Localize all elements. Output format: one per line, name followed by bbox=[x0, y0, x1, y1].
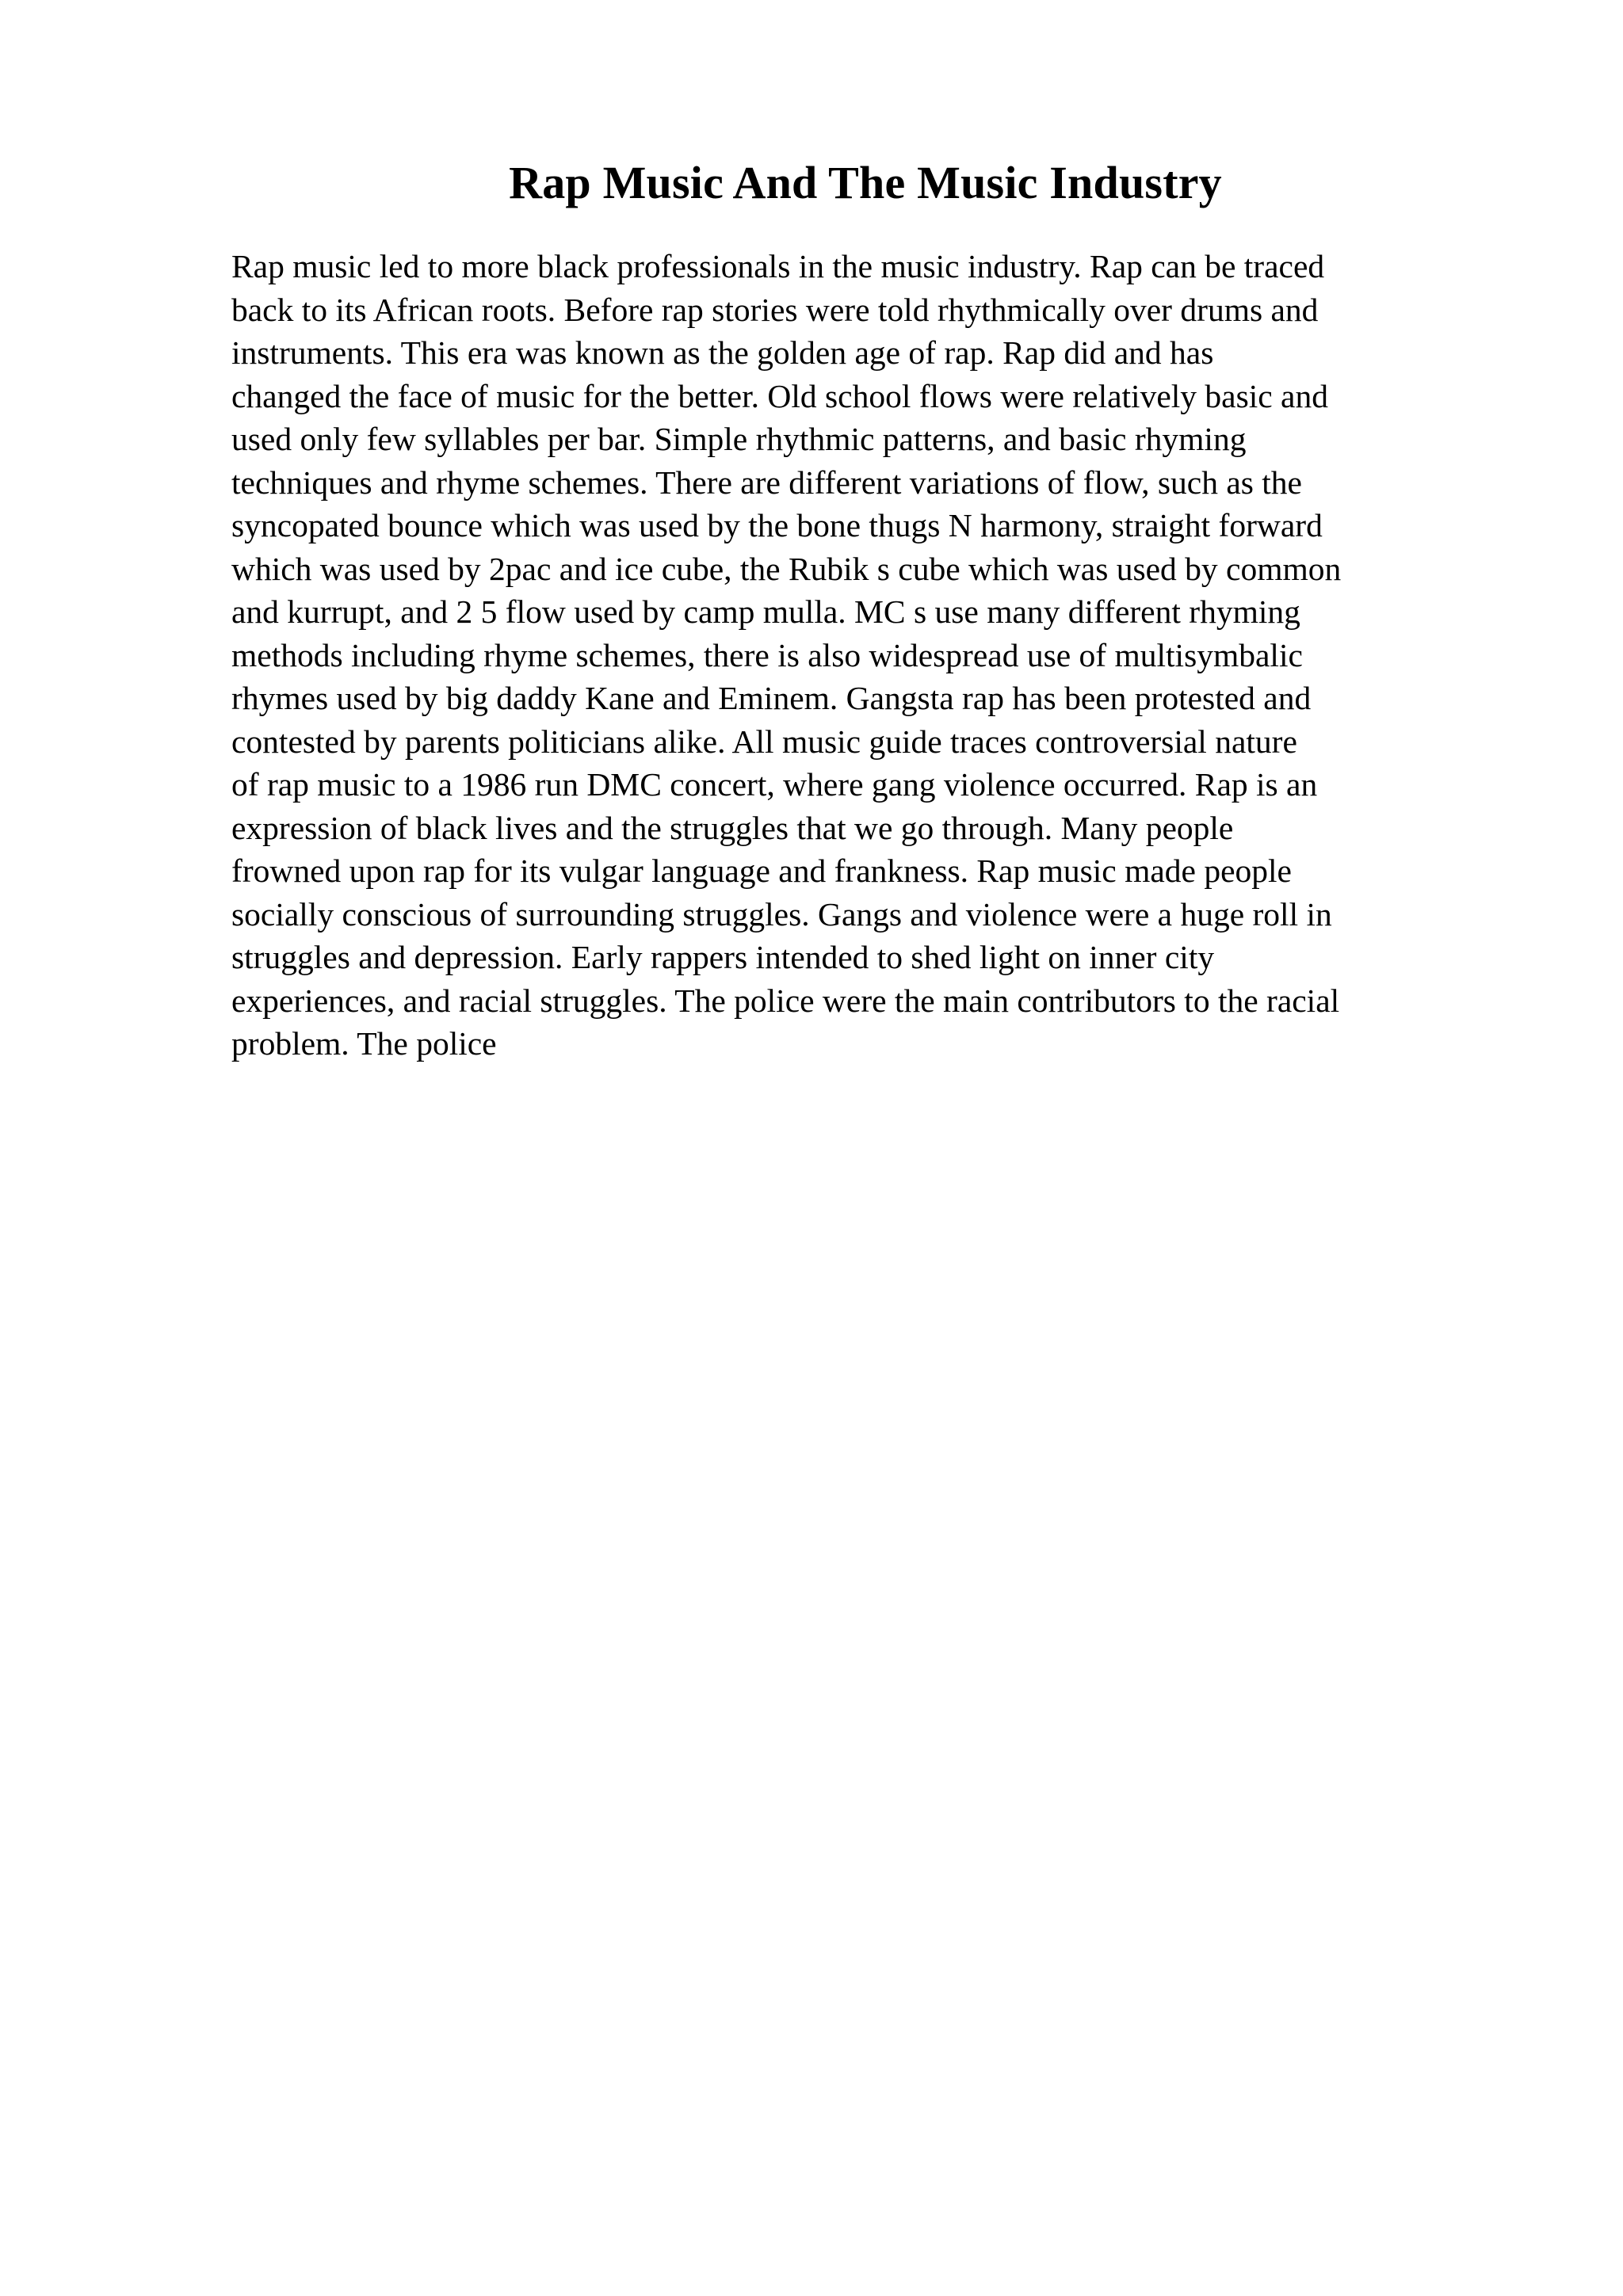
body-line: problem. The police bbox=[231, 1025, 497, 1062]
body-line: struggles and depression. Early rappers intended to shed light on inner city bbox=[231, 939, 1215, 975]
body-line: instruments. This era was known as the golden age of rap. Rap did and has bbox=[231, 334, 1214, 371]
body-line: expression of black lives and the struggles that we go through. Many people bbox=[231, 809, 1234, 846]
body-line: methods including rhyme schemes, there is also widespread use of multisymbalic bbox=[231, 636, 1303, 673]
body-line: back to its African roots. Before rap stories were told rhythmically over drums and bbox=[231, 291, 1319, 328]
body-line: Rap music led to more black professionals in the music industry. Rap can be traced bbox=[231, 248, 1325, 284]
document-title: Rap Music And The Music Industry bbox=[509, 157, 1222, 208]
body-line: of rap music to a 1986 run DMC concert, where gang violence occurred. Rap is an bbox=[231, 766, 1318, 803]
document-body bbox=[231, 245, 1515, 1066]
body-line: which was used by 2pac and ice cube, the Rubik s cube which was used by common bbox=[231, 550, 1342, 587]
body-line: socially conscious of surrounding struggles. Gangs and violence were a huge roll in bbox=[231, 895, 1332, 933]
body-line: rhymes used by big daddy Kane and Eminem. Gangsta rap has been protested and bbox=[231, 680, 1312, 716]
body-line: techniques and rhyme schemes. There are different variations of flow, such as the bbox=[231, 463, 1302, 501]
body-line: experiences, and racial struggles. The police were the main contributors to the racial bbox=[231, 982, 1340, 1019]
body-line: syncopated bounce which was used by the bone thugs N harmony, straight forward bbox=[231, 507, 1323, 543]
body-line: changed the face of music for the better. Old school flows were relatively basic and bbox=[231, 377, 1328, 414]
body-line: used only few syllables per bar. Simple rhythmic patterns, and basic rhyming bbox=[231, 421, 1247, 457]
body-line: contested by parents politicians alike. All music guide traces controversial nature bbox=[231, 723, 1297, 760]
body-line: frowned upon rap for its vulgar language and frankness. Rap music made people bbox=[231, 852, 1292, 889]
body-line: and kurrupt, and 2 5 flow used by camp mulla. MC s use many different rhyming bbox=[231, 593, 1300, 630]
